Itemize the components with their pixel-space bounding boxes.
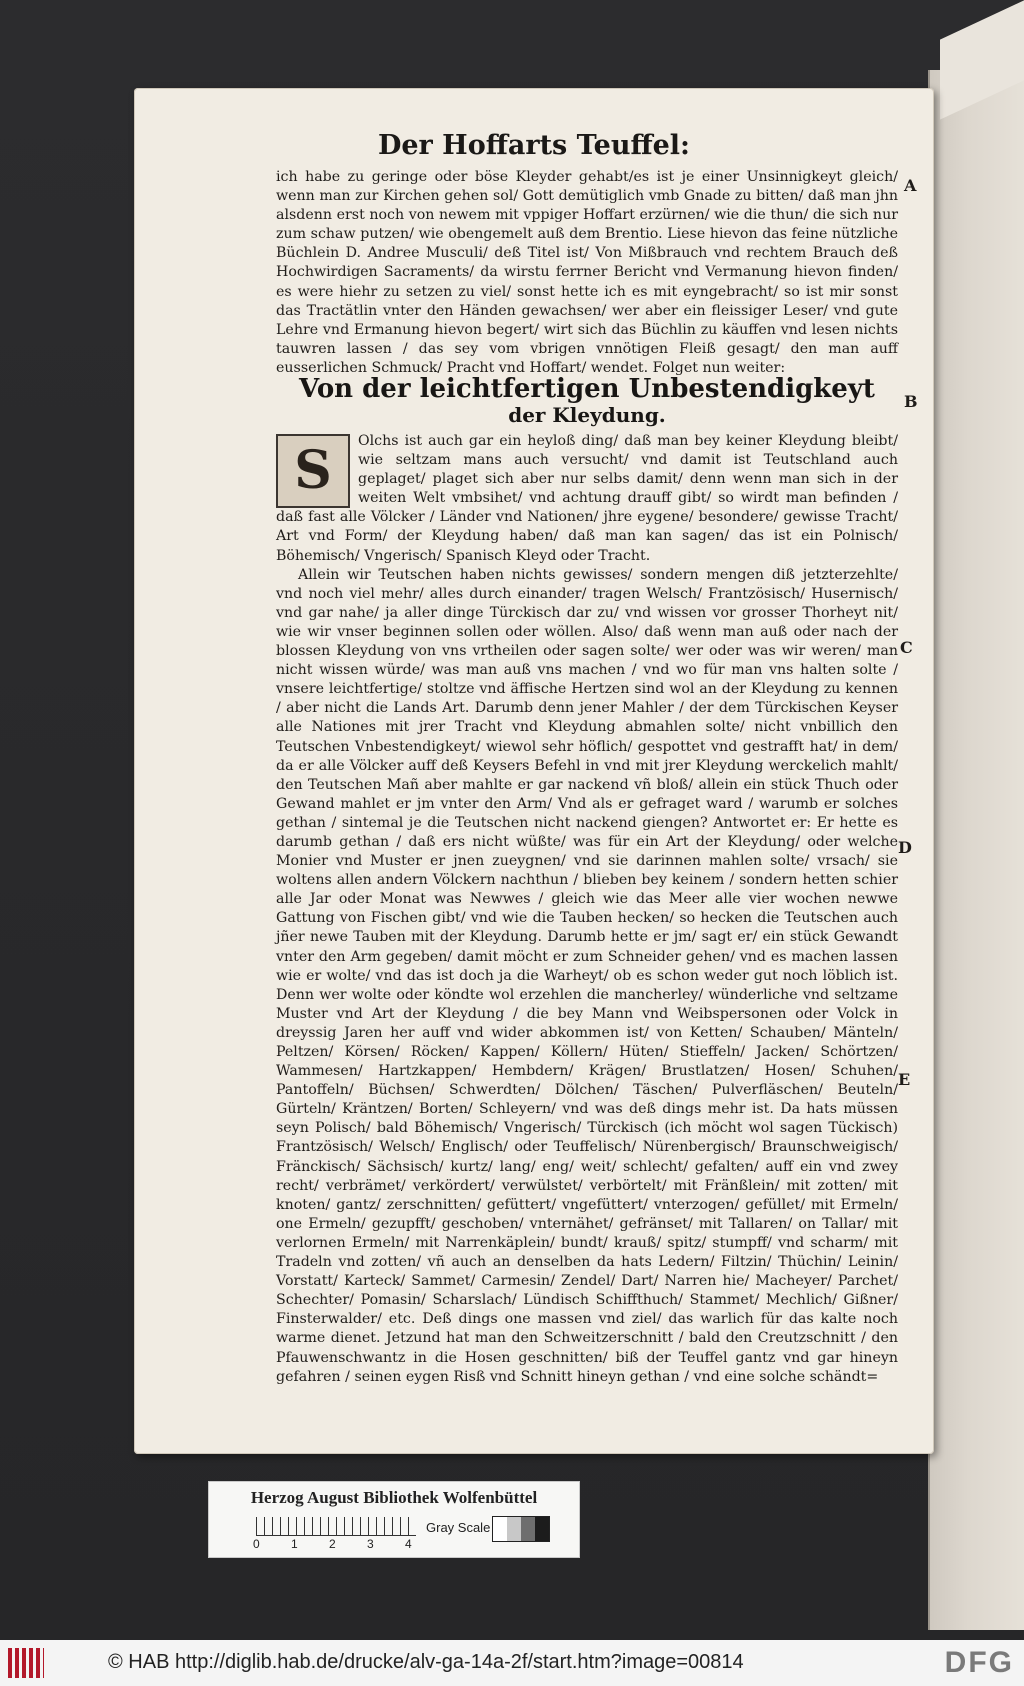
ruler-number: 4 [405,1537,412,1551]
gray-scale-label: Gray Scale [426,1520,491,1535]
footer-bar [0,1640,1024,1686]
ruler-number: 3 [367,1537,374,1551]
dfg-logo: DFG [944,1646,1014,1679]
ruler-scale [256,1517,416,1536]
margin-letter-e: E [898,1070,911,1089]
margin-letter-d: D [898,838,912,857]
card-title: Herzog August Bibliothek Wolfenbüttel [250,1488,538,1507]
gray-swatch [493,1517,507,1541]
paragraph: Olchs ist auch gar ein heyloß ding/ daß man bey keiner Kleydung bleibt/ wie seltzam mans auch versucht/ vnd damit ist Teutschland auch geplaget/ plaget sich aber nur selbs damit/ denn wenn man sich in der weiten Welt vmbsihet/ vnd achtung drauff gibt/ so wirdt man befinden / daß fast alle Völcker / Länder vnd Nationen/ jhre eygene/ besondere/ gewisse Tracht/ Art vnd Form/ der Kleydung haben/ daß man kan sagen/ das ist ein Polnisch/ Böhemisch/ Vngerisch/ Spanisch Kleyd oder Tracht. [276,433,898,564]
paragraph: ich habe zu geringe oder böse Kleyder gehabt/es ist je einer Unsinnigkeyt gleich/ wenn man zur Kirchen gehen sol/ Gott demütiglich vmb Gnade zu bitten/ daß man jhn alsdenn erst noch von newem mit vppiger Hoffart erzürnen/ wie die thun/ die sich nur zum schaw putzen/ wie obengemelt auß dem Brentio. Liese hievon das feine nützliche Büchlein D. Andree Musculi/ deß Titel ist/ Von Mißbrauch vnd rechtem Brauch deß Hochwirdigen Sacraments/ da wirstu ferrner Bericht vnd Vermanung hievon finden/ es were hiehr zu setzen zu viel/ sonst hette ich es mit eyngebracht/ so ist mir sonst das Tractätlin vnter den Händen gewachsen/ wer aber ein fleissiger Leser/ vnd gute Lehre vnd Ermanung hievon begert/ wirt sich das Büchlin zu käuffen vnd lesen nichts tauwren lassen / das sey vom vbrigen vnnötigen Fleiß gesagt/ den man auff eusserlichen Schmuck/ Pracht vnd Hoffart/ wendet. Folget nun weiter: [276,169,898,376]
paragraph: Allein wir Teutschen haben nichts gewisses/ sondern mengen diß jetzterzehlte/ vnd noch viel mehr/ alles durch einander/ tragen Welsch/ Frantzösisch/ Husernisch/ vnd gar nahe/ ja aller dinge Türckisch dar zu/ vnd wissen vor grosser Thorheyt nit/ wie wir vnser beginnen sollen oder wöllen. Also/ daß wenn man auß oder nach der blossen Kleydung von vns vrtheilen oder sagen solte/ wer oder was wir weren/ man nicht wissen würde/ was man auß vns machen / vnd wo für man vns halten solte / vnsere leichtfertige/ stoltze vnd äffische Hertzen sind wol an der Kleydung zu kennen / aber nicht die Lands Art. Darumb denn jener Mahler / der dem Türckischen Keyser alle Nationes mit jrer Tracht vnd Kleydung abmahlen solte/ nicht vnbillich den Teutschen Vnbestendigkeyt/ wiewol sehr höflich/ gespottet vnd gestrafft hat/ in dem/ da er alle Völcker auff deß Keysers Befehl in vnd mit jrer Kleydung werckelich mahlt/ den Teutschen Mañ aber mahlte er gar nackend vñ bloß/ allein ein stück Thuch oder Gewand mahlet er jm vnter den Arm/ Vnd als er gefraget ward / warumb er solches gethan / sintemal je die Teutschen nicht nackend giengen? Antwortet er: Er hette es darumb gethan / daß ers nicht wüßte/ was für ein Art der Kleydung/ oder welche Monier vnd Muster er jnen zueygnen/ vnd sie darinnen mahlen solte/ vrsach/ sie woltens allen andern Völckern nachthun / blieben bey keinem / sondern hetten schier alle Jar oder Monat was Newwes / gleich wie das Meer alle vier wochen newwe Gattung von Fischen gibt/ vnd wie die Tauben hecken/ so hecken die Teutschen auch jñer newe Tauben mit der Kleydung. Darumb hette er jm/ sagt er/ ein stück Gewandt vnter den Arm gegeben/ damit möcht er zum Schneider gehen/ vnd es machen lassen wie er wolte/ vnd das ist doch ja die Warheyt/ ob es schon weder gut noch löblich ist. Denn wer wolte oder köndte wol erzehlen die mancherley/ wünderliche vnd seltzame Muster vnd Art der Kleydung / die bey Mann vnd Weibspersonen oder Volck in dreyssig Jaren her auff vnd wider abkommen ist/ von Ketten/ Schauben/ Mänteln/ Peltzen/ Körsen/ Röcken/ Kappen/ Köllern/ Hüten/ Stieffeln/ Jacken/ Schörtzen/ Wammesen/ Hartzkappen/ Hembdern/ Krägen/ Brustlatzen/ Hosen/ Schuhen/ Pantoffeln/ Büchsen/ Schwerdten/ Dölchen/ Täschen/ Pulverfläschen/ Beuteln/ Gürteln/ Kräntzen/ Borten/ Schleyern/ vnd was deß dings mehr ist. Da hats müssen seyn Polisch/ bald Böhemisch/ Vngerisch/ Türckisch (ich möcht wol sagen Tückisch) Frantzösisch/ Welsch/ Englisch/ oder Teuffelisch/ Nürenbergisch/ Braunschweigisch/ Fränckisch/ Sächsisch/ kurtz/ lang/ eng/ weit/ schlecht/ gefalten/ auff ein vnd zwey recht/ verbrämet/ verkördert/ verwülstet/ verbörtelt/ mit Fränßlein/ mit zotten/ mit knoten/ gantz/ zerschnitten/ gefüttert/ vngefüttert/ vnterzogen/ gefüllet/ mit Ermeln/ one Ermeln/ gezupfft/ geschoben/ vnternähet/ gefränset/ mit Tallaren/ on Tallar/ mit verlornen Ermeln/ mit Narrenkäplein/ bundt/ krauß/ spitz/ stumpff/ vnd scharm/ mit Tradeln vnd zotten/ vñ auch an denselben da hats Ledern/ Filtzin/ Thüchin/ Leinin/ Vorstatt/ Karteck/ Sammet/ Carmesin/ Zendel/ Dart/ Narren hie/ Macheyer/ Parchet/ Schechter/ Pomasin/ Scharslach/ Lündisch Schiffthuch/ Stammet/ Mechlich/ Gißner/ Finsterwalder/ etc. Deß dings one massen vnd ziel/ das warlich für das kalte noch warme dienet. Jetzund hat man den Schweitzerschnitt / bald den Creutzschnitt / den Pfauwenschwantz in die Hosen geschnitten/ biß der Teuffel gantz vnd gar hineyn gefahren / seinen eygen Risß vnd Schnitt hineyn gethan / vnd eine solche schändt= [276,566,898,1385]
margin-letter-a: A [904,176,917,195]
book-page [134,88,934,1454]
running-head: Der Hoffarts Teuffel: [377,130,691,161]
drop-cap-initial: S [276,434,350,508]
section-subheading: der Kleydung. [508,403,666,427]
ruler-number: 0 [253,1537,260,1551]
facing-page-edge [928,70,1024,1630]
gray-swatch [535,1517,549,1541]
gray-swatch [521,1517,535,1541]
margin-letter-c: C [900,638,913,657]
ruler-number: 2 [329,1537,336,1551]
gray-swatch [507,1517,521,1541]
text-block-top [276,168,898,378]
section-heading: Von der leichtfertigen Unbestendigkeyt [299,374,875,404]
hab-logo-icon [8,1648,44,1678]
gray-scale-swatches [492,1516,550,1542]
margin-letter-b: B [904,392,918,411]
ruler-number: 1 [291,1537,298,1551]
text-block-main [276,432,898,1387]
copyright-link[interactable]: © HAB http://diglib.hab.de/drucke/alv-ga-14a-2f/start.htm?image=00814 [108,1651,744,1673]
color-reference-card [208,1481,580,1558]
